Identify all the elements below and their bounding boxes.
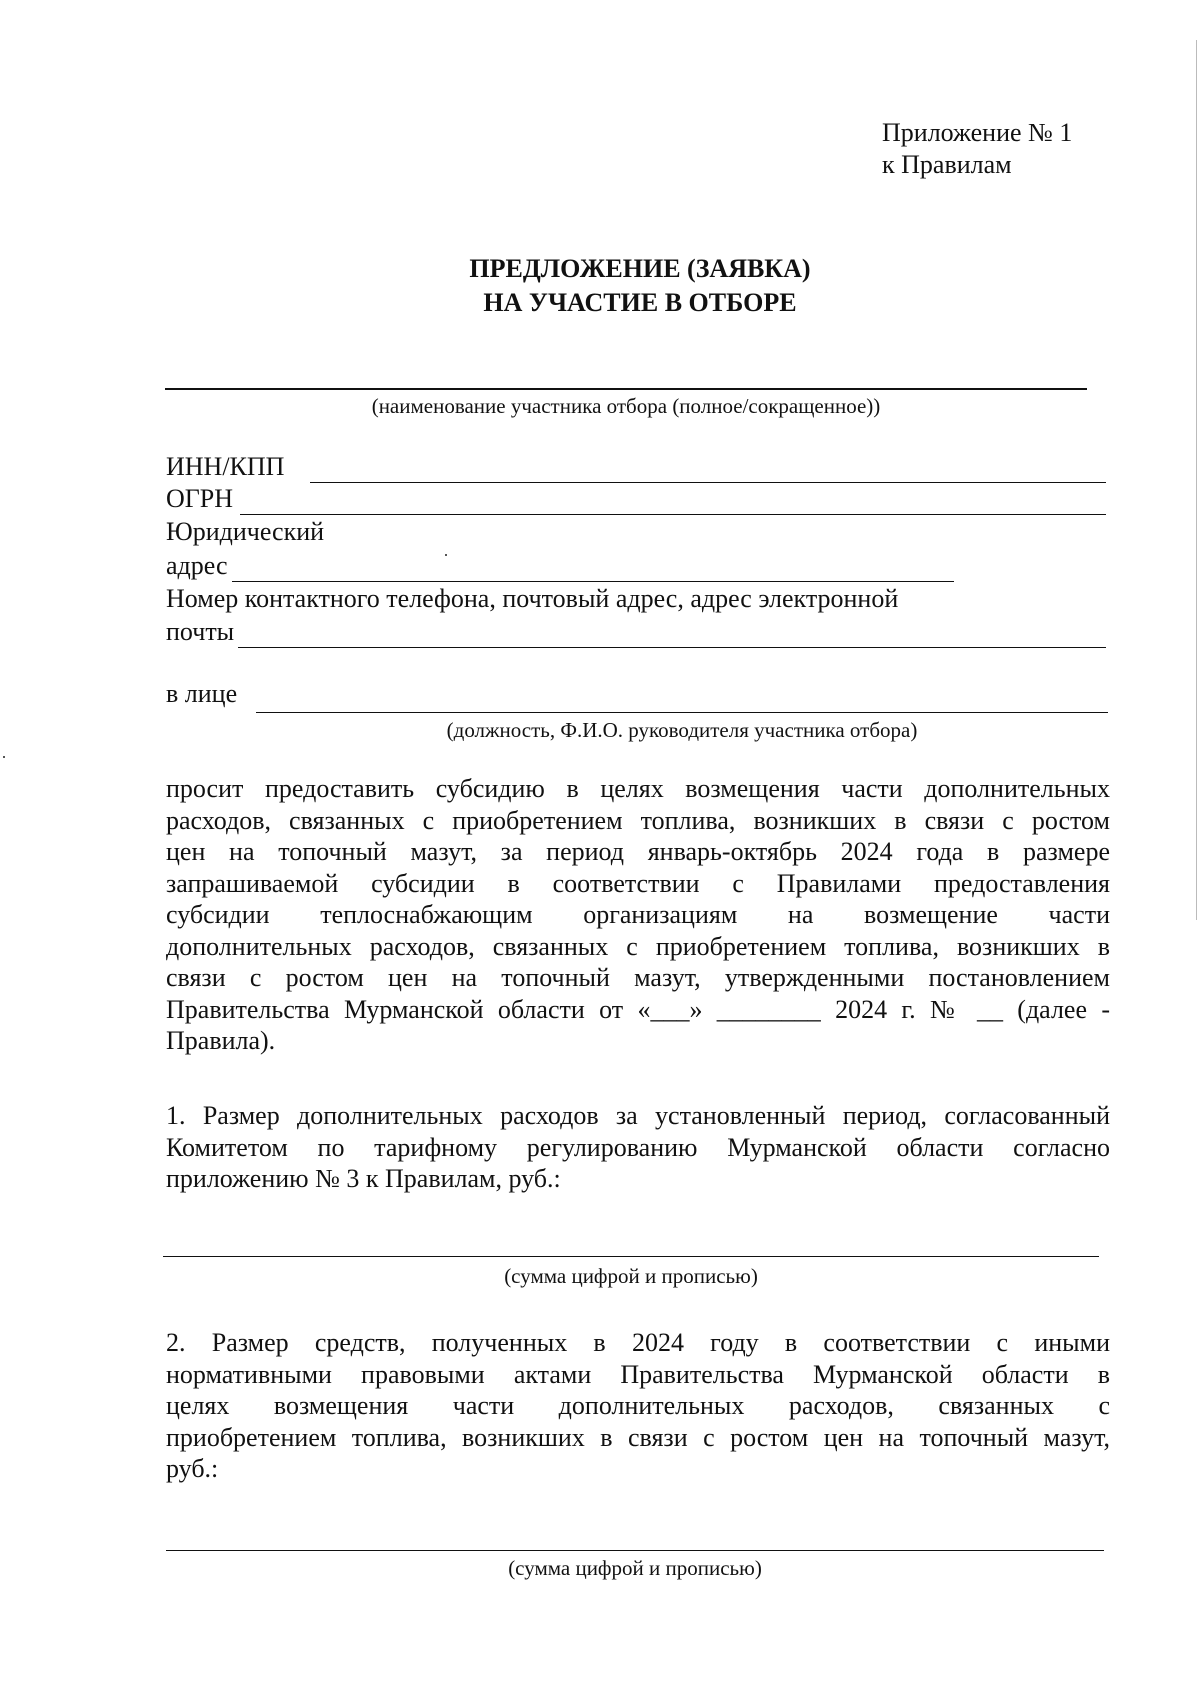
item1-paragraph bbox=[166, 1100, 1110, 1195]
inn-kpp-label: ИНН/КПП bbox=[166, 452, 285, 481]
request-paragraph bbox=[166, 773, 1110, 1057]
ogrn-field-line bbox=[240, 514, 1106, 515]
participant-name-caption: (наименование участника отбора (полное/сокращенное)) bbox=[371, 394, 881, 418]
appendix-rules-ref: к Правилам bbox=[882, 150, 1012, 179]
page-title-line1: ПРЕДЛОЖЕНИЕ (ЗАЯВКА) bbox=[469, 254, 811, 283]
legal-address-label-line2: адрес bbox=[166, 551, 228, 580]
item2-paragraph bbox=[166, 1327, 1110, 1485]
paragraph-line: субсидии теплоснабжающим организациям на возмещение части bbox=[166, 900, 1110, 929]
paragraph-line: цен на топочный мазут, за период январь-октябрь 2024 года в размере bbox=[166, 837, 1110, 866]
scan-dot bbox=[3, 756, 5, 758]
paragraph-line: дополнительных расходов, связанных с приобретением топлива, возникших в bbox=[166, 931, 1110, 961]
represented-by-label: в лице bbox=[166, 679, 238, 708]
scan-edge-mark bbox=[1196, 40, 1197, 920]
legal-address-label-line1: Юридический bbox=[166, 517, 325, 546]
item2-amount-caption: (сумма цифрой и прописью) bbox=[508, 1556, 762, 1580]
contact-field-line bbox=[238, 647, 1106, 648]
item1-amount-line bbox=[163, 1256, 1099, 1257]
inn-kpp-field-line bbox=[310, 482, 1106, 483]
participant-name-line bbox=[165, 388, 1087, 390]
paragraph-line: Правительства Мурманской области от «___» ________ 2024 г. № __ (далее - bbox=[166, 994, 1110, 1024]
paragraph-line: расходов, связанных с приобретением топлива, возникших в связи с ростом bbox=[166, 805, 1110, 835]
scan-dot bbox=[445, 554, 447, 556]
paragraph-line: запрашиваемой субсидии в соответствии с Правилами предоставления bbox=[166, 868, 1110, 898]
item2-amount-line bbox=[166, 1550, 1104, 1551]
item1-amount-caption: (сумма цифрой и прописью) bbox=[504, 1264, 758, 1288]
paragraph-line: связи с ростом цен на топочный мазут, утвержденными постановлением bbox=[166, 963, 1110, 992]
legal-address-field-line bbox=[232, 581, 954, 582]
paragraph-line: 2. Размер средств, полученных в 2024 году в соответствии с иными bbox=[166, 1328, 1110, 1357]
paragraph-line: просит предоставить субсидию в целях возмещения части дополнительных bbox=[166, 774, 1110, 803]
paragraph-line: Правила). bbox=[166, 1026, 276, 1055]
contact-label-line1: Номер контактного телефона, почтовый адрес, адрес электронной bbox=[166, 584, 899, 613]
paragraph-line: приложению № 3 к Правилам, руб.: bbox=[166, 1164, 561, 1193]
represented-by-field-line bbox=[256, 712, 1108, 713]
paragraph-line: целях возмещения части дополнительных расходов, связанных с bbox=[166, 1391, 1110, 1420]
contact-label-line2: почты bbox=[166, 617, 235, 646]
represented-by-caption: (должность, Ф.И.О. руководителя участника отбора) bbox=[446, 718, 918, 742]
paragraph-line: приобретением топлива, возникших в связи с ростом цен на топочный мазут, bbox=[166, 1422, 1110, 1452]
appendix-number: Приложение № 1 bbox=[882, 118, 1073, 147]
ogrn-label: ОГРН bbox=[166, 484, 234, 513]
paragraph-line: руб.: bbox=[166, 1454, 219, 1483]
page-title-line2: НА УЧАСТИЕ В ОТБОРЕ bbox=[483, 288, 797, 317]
paragraph-line: нормативными правовыми актами Правительства Мурманской области в bbox=[166, 1359, 1110, 1389]
paragraph-line: Комитетом по тарифному регулированию Мурманской области согласно bbox=[166, 1132, 1110, 1162]
paragraph-line: 1. Размер дополнительных расходов за установленный период, согласованный bbox=[166, 1101, 1110, 1130]
